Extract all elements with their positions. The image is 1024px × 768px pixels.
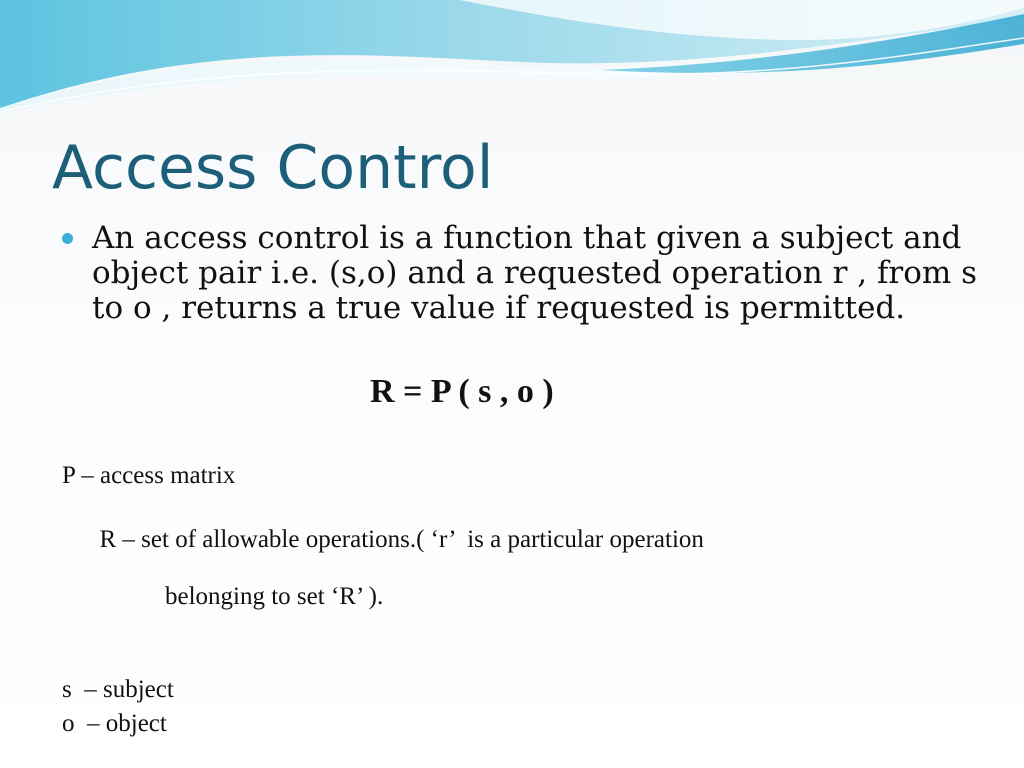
- definition-s: s – subject: [62, 676, 174, 703]
- decorative-wave-header: [0, 0, 1024, 130]
- definitions-list: [62, 461, 962, 743]
- definition-o: o – object: [62, 710, 167, 737]
- definition-r-line2: belonging to set ‘R’ ).: [165, 583, 384, 610]
- definition-r: [62, 495, 962, 669]
- bullet-dot-icon: [62, 233, 73, 244]
- bullet-text: An access control is a function that given a subject and object pair i.e. (s,o) and a requested operation r , from s to o , returns a true value if requested is permitted.: [92, 220, 978, 326]
- slide-title: Access Control: [52, 133, 494, 203]
- definition-r-line1: R – set of allowable operations.( ‘r’ is a particular operation: [99, 526, 704, 553]
- formula: R = P ( s , o ): [370, 373, 554, 410]
- definition-p: P – access matrix: [62, 462, 236, 489]
